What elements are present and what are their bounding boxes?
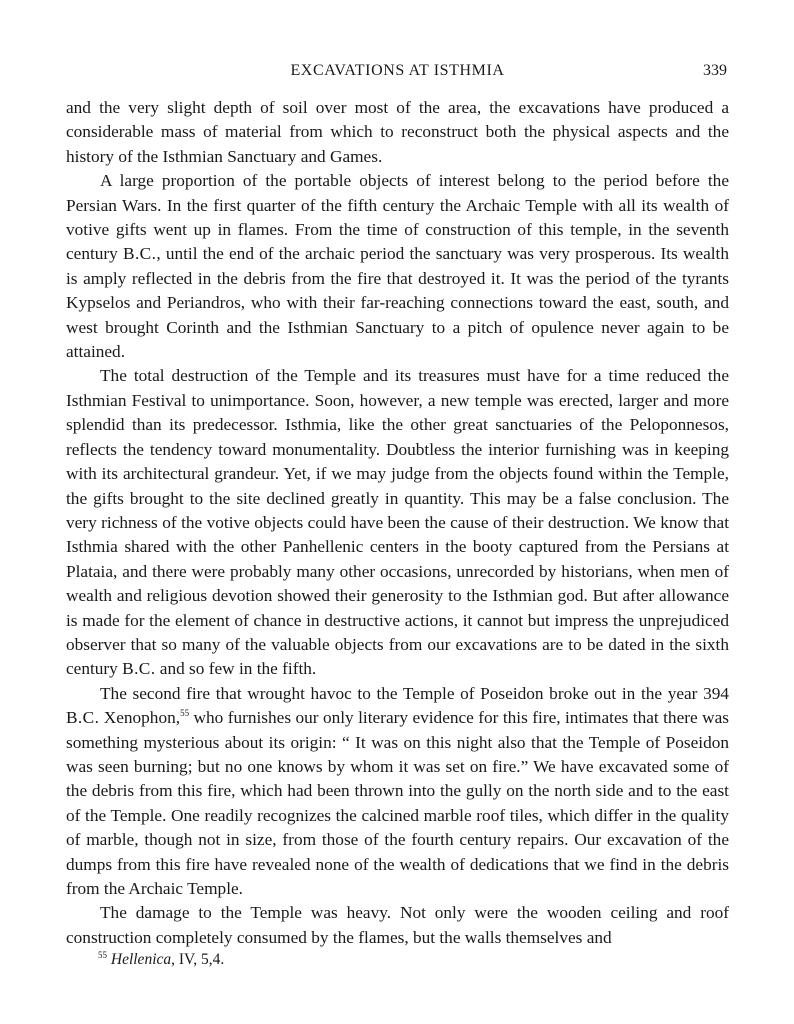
running-title: EXCAVATIONS AT ISTHMIA [290,62,505,79]
footnote-reference: 55 [180,708,190,719]
paragraph-4-text-c: who furnishes our only literary evidence for this fire, intimates that there was something mysterious about its origin: “ It was on this night also that the Temple of Poseidon was seen burning; but no one knows by whom it was set on fire.” We have excavated some of the debris from this fire, which had been thrown into the gully on the north side and to the east of the Temple. One readily recognizes the calcined marble roof tiles, which differ in the quality of marble, though not in size, from those of the fourth century repairs. Our excavation of the dumps from this fire have revealed none of the wealth of dedications that we find in the debris from the Archaic Temple. [66,708,729,898]
body-text [66,96,729,950]
paragraph-2 [66,169,729,364]
footnote-work-title: Hellenica [110,951,172,968]
footnote [98,945,698,970]
page-number: 339 [703,62,727,79]
paragraph-2-text-a: A large proportion of the portable objects of interest belong to the period before the Persian Wars. In the first quarter of the fifth century the Archaic Temple with all its wealth of votive gifts went up in flames. From the time of construction of this temple, in the seventh century [66,171,729,264]
paragraph-3-text-a: The total destruction of the Temple and its treasures must have for a time reduced the Isthmian Festival to unimportance. Soon, however, a new temple was erected, larger and more splendid than its predecessor. Isthmia, like the other great sanctuaries of the Peloponnesos, reflects the tendency toward monumentality. Doubtless the interior furnishing was in keeping with its architectural grandeur. Yet, if we may judge from the objects found within the Temple, the gifts brought to the site declined greatly in quantity. This may be a false conclusion. The very richness of the votive objects could have been the cause of their destruction. We know that Isthmia shared with the other Panhellenic centers in the booty captured from the Persians at Plataia, and there were probably many other occasions, unrecorded by historians, when men of wealth and religious devotion showed their generosity to the Isthmian god. But after allowance is made for the element of chance in destructive actions, it cannot but impress the unprejudiced observer that so many of the valuable objects from our excavations are to be dated in the sixth century [66,366,729,679]
paragraph-5 [66,901,729,950]
era-abbreviation: B.C. [122,659,156,679]
paragraph-3 [66,364,729,681]
era-abbreviation: B.C. [66,708,100,728]
paragraph-4-text-a: The second fire that wrought havoc to the Temple of Poseidon broke out in the year 394 [100,683,729,703]
paragraph-4-text-b: Xenophon, [103,708,181,728]
paragraph-1 [66,96,729,169]
paragraph-5-text: The damage to the Temple was heavy. Not only were the wooden ceiling and roof construction completely consumed by the flames, but the walls themselves and [66,903,729,947]
paragraph-2-text-b: , until the end of the archaic period the sanctuary was very prosperous. Its wealth is amply reflected in the debris from the fire that destroyed it. It was the period of the tyrants Kypselos and Periandros, who with their far-reaching connections toward the east, south, and west brought Corinth and the Isthmian Sanctuary to a pitch of opulence never again to be attained. [66,244,729,362]
paragraph-1-text: and the very slight depth of soil over most of the area, the excavations have produced a considerable mass of material from which to reconstruct both the physical aspects and the history of the Isthmian Sanctuary and Games. [66,98,729,166]
footnote-number: 55 [98,950,107,960]
running-header [66,62,729,84]
footnote-citation: , IV, 5,4. [171,951,225,968]
paragraph-4 [66,682,729,902]
paragraph-3-text-b: and so few in the fifth. [159,659,317,679]
era-abbreviation: B.C. [123,244,157,264]
